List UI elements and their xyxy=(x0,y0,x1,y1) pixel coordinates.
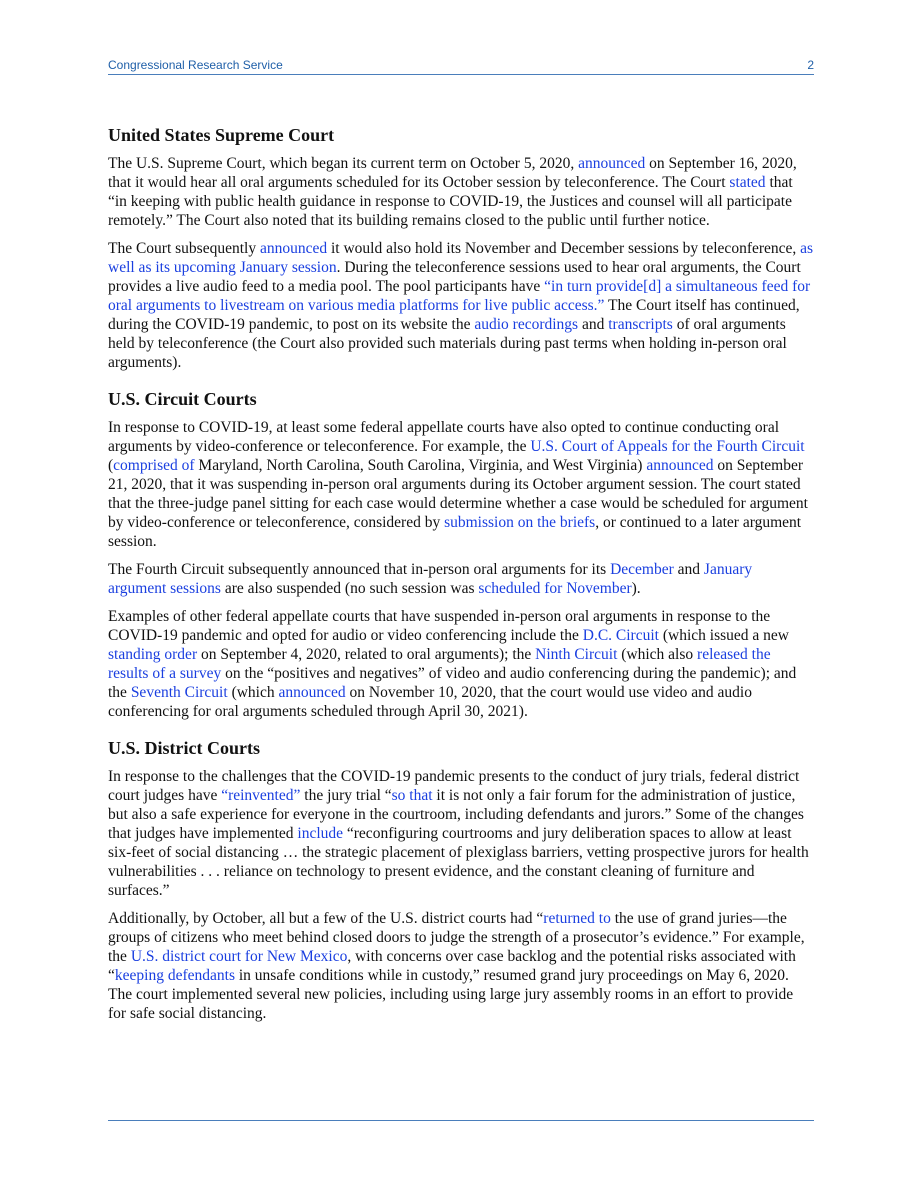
text-run: and xyxy=(578,316,609,333)
text-run: on September 21, 2020, that it was suspending in-person oral arguments during its October argument session. The court stated that the three-judge panel sitting for each case would determine whether a case would be scheduled for argument by video-conference or teleconference, considered by xyxy=(108,457,808,531)
text-run: (which xyxy=(227,684,279,701)
inline-link[interactable]: released the results of a survey xyxy=(108,646,771,682)
paragraph xyxy=(108,239,814,372)
text-run: ). xyxy=(631,580,641,597)
inline-link[interactable]: standing order xyxy=(108,646,198,663)
inline-link[interactable]: audio recordings xyxy=(474,316,579,333)
text-run: Maryland, North Carolina, South Carolina, Virginia, and West Virginia) xyxy=(194,457,647,474)
text-run: in unsafe conditions while in custody,” resumed grand jury proceedings on May 6, 2020. The court implemented several new policies, including using large jury assembly rooms in an effort to provide for safe social distancing. xyxy=(108,967,794,1022)
text-run: the jury trial “ xyxy=(300,787,392,804)
text-run: of oral arguments held by teleconference (the Court also provided such materials during past terms when holding in-person oral arguments). xyxy=(108,316,787,371)
text-run: The Fourth Circuit subsequently announced that in-person oral arguments for its xyxy=(108,561,611,578)
inline-link[interactable]: keeping defendants xyxy=(114,967,235,984)
text-run: Examples of other federal appellate courts that have suspended in-person oral arguments in response to the COVID-19 pandemic and opted for audio or video conferencing include the xyxy=(108,608,771,644)
inline-link[interactable]: announced xyxy=(646,457,714,474)
document-body xyxy=(108,123,814,1038)
inline-link[interactable]: January argument sessions xyxy=(108,561,753,597)
text-run: In response to COVID-19, at least some federal appellate courts have also opted to continue conducting oral arguments by video-conference or teleconference. For example, the xyxy=(108,419,780,455)
text-run: and xyxy=(673,561,704,578)
inline-link[interactable]: as well as its upcoming January session xyxy=(108,240,814,276)
paragraph xyxy=(108,560,814,598)
inline-link[interactable]: so that xyxy=(391,787,433,804)
text-run: on the “positives and negatives” of video and audio conferencing during the pandemic); and the xyxy=(108,665,797,701)
text-run: (which issued a new xyxy=(658,627,789,644)
text-run: it would also hold its November and December sessions by teleconference, xyxy=(327,240,801,257)
text-run: are also suspended (no such session was xyxy=(220,580,479,597)
section xyxy=(108,736,814,1023)
text-run: The U.S. Supreme Court, which began its current term on October 5, 2020, xyxy=(108,155,579,172)
text-run: , or continued to a later argument session. xyxy=(108,514,802,550)
paragraph xyxy=(108,607,814,721)
text-run: Additionally, by October, all but a few of the U.S. district courts had “ xyxy=(108,910,544,927)
inline-link[interactable]: D.C. Circuit xyxy=(582,627,659,644)
section xyxy=(108,387,814,721)
running-header xyxy=(108,58,814,72)
section-heading: United States Supreme Court xyxy=(108,125,335,145)
text-run: that “in keeping with public health guidance in response to COVID-19, the Justices and counsel will all participate remotely.” The Court also noted that its building remains closed to the public until further notice. xyxy=(108,174,793,229)
inline-link[interactable]: U.S. Court of Appeals for the Fourth Circuit xyxy=(530,438,805,455)
inline-link[interactable]: Seventh Circuit xyxy=(130,684,228,701)
section xyxy=(108,123,814,372)
header-org-name: Congressional Research Service xyxy=(108,58,283,72)
text-run: In response to the challenges that the COVID-19 pandemic presents to the conduct of jury trials, federal district court judges have xyxy=(108,768,800,804)
text-run: , with concerns over case backlog and the potential risks associated with “ xyxy=(108,948,796,984)
inline-link[interactable]: submission on the briefs xyxy=(444,514,596,531)
inline-link[interactable]: announced xyxy=(578,155,646,172)
text-run: “reconfiguring courtrooms and jury deliberation spaces to allow at least six-feet of social distancing … the strategic placement of plexiglass barriers, vetting prospective jurors for health vulnerabilities . . . reliance on technology to present evidence, and the constant cleaning of furniture and surfaces.” xyxy=(108,825,809,899)
paragraph xyxy=(108,154,814,230)
inline-link[interactable]: returned to xyxy=(543,910,611,927)
text-run: The Court itself has continued, during the COVID-19 pandemic, to post on its website the xyxy=(108,297,800,333)
text-run: it is not only a fair forum for the administration of justice, but also a safe experience for everyone in the courtroom, including defendants and jurors.” Some of the changes that judges have implemented xyxy=(108,787,804,842)
inline-link[interactable]: stated xyxy=(729,174,766,191)
text-run: on November 10, 2020, that the court would use video and audio conferencing for oral arguments scheduled through April 30, 2021). xyxy=(108,684,752,720)
text-run: on September 16, 2020, that it would hear all oral arguments scheduled for its October session by teleconference. The Court xyxy=(108,155,797,191)
inline-link[interactable]: transcripts xyxy=(608,316,673,333)
inline-link[interactable]: announced xyxy=(259,240,328,257)
inline-link[interactable]: “in turn provide[d] a simultaneous feed for oral arguments to livestream on various media platforms for live public access.” xyxy=(108,278,811,314)
inline-link[interactable]: Ninth Circuit xyxy=(535,646,618,663)
inline-link[interactable]: scheduled for November xyxy=(478,580,632,597)
footer-rule xyxy=(108,1120,814,1121)
paragraph xyxy=(108,418,814,551)
inline-link[interactable]: U.S. district court for New Mexico xyxy=(130,948,348,965)
paragraph xyxy=(108,767,814,900)
section-heading: U.S. District Courts xyxy=(108,738,260,758)
text-run: The Court subsequently xyxy=(108,240,260,257)
text-run: ( xyxy=(108,457,114,474)
text-run: the use of grand juries—the groups of citizens who meet behind closed doors to judge the strength of a prosecutor’s evidence.” For example, the xyxy=(108,910,805,965)
text-run: . During the teleconference sessions used to hear oral arguments, the Court provides a live audio feed to a media pool. The pool participants have xyxy=(108,259,801,295)
inline-link[interactable]: “reinvented” xyxy=(221,787,301,804)
text-run: (which also xyxy=(617,646,698,663)
inline-link[interactable]: December xyxy=(610,561,674,578)
page-number: 2 xyxy=(807,58,814,72)
paragraph xyxy=(108,909,814,1023)
inline-link[interactable]: announced xyxy=(278,684,346,701)
inline-link[interactable]: comprised of xyxy=(113,457,195,474)
text-run: on September 4, 2020, related to oral arguments); the xyxy=(197,646,536,663)
section-heading: U.S. Circuit Courts xyxy=(108,389,257,409)
header-rule xyxy=(108,74,814,75)
inline-link[interactable]: include xyxy=(297,825,344,842)
